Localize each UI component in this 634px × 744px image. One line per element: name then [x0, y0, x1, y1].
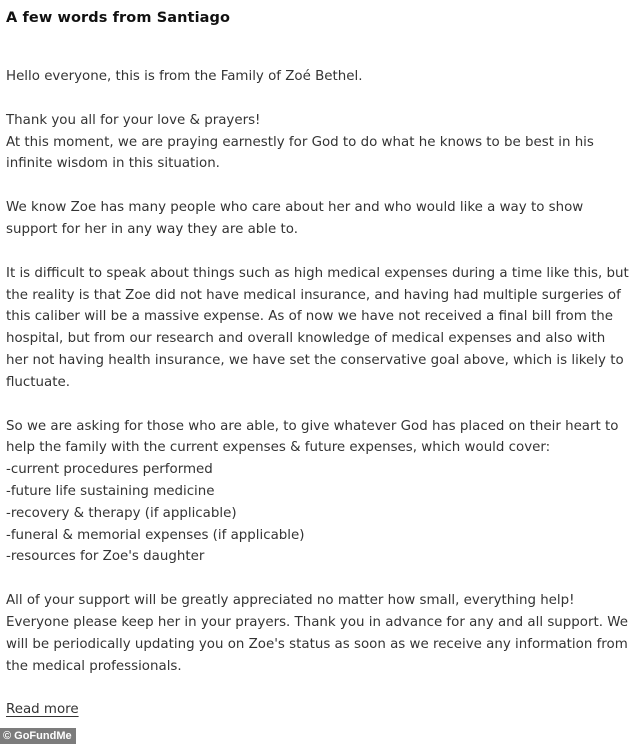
- story-paragraph-greeting: Hello everyone, this is from the Family of Zoé Bethel.: [6, 69, 363, 84]
- story-paragraph-support: We know Zoe has many people who care about her and who would like a way to show support for her in any way they are able to.: [6, 200, 584, 237]
- story-paragraph-thanks: Thank you all for your love & prayers! At this moment, we are praying earnestly for God to do what he knows to be best in his infinite wisdom in this situation.: [6, 112, 594, 172]
- story-title: A few words from Santiago: [6, 10, 231, 26]
- story-paragraph-request: So we are asking for those who are able, to give whatever God has placed on their heart to help the family with the current expenses & future expenses, which would cover: -current procedures performed -future life sustaining medicine -recovery & therapy (if applicable) -funeral & memorial expenses (if applicable) -resources for Zoe's daughter: [6, 418, 619, 565]
- story-paragraph-closing: All of your support will be greatly appreciated no matter how small, everything help! Everyone please keep her in your prayers. Thank you in advance for any and all support. We will be periodically updating you on Zoe's status as soon as we receive any information from the medical professionals.: [6, 593, 628, 674]
- story-paragraph-expenses: It is difficult to speak about things such as high medical expenses during a time like this, but the reality is that Zoe did not have medical insurance, and having had multiple surgeries of this caliber will be a massive expense. As of now we have not received a final bill from the hospital, but from our research and overall knowledge of medical expenses and also with her not having health insurance, we have set the conservative goal above, which is likely to fluctuate.: [6, 265, 629, 390]
- gofundme-watermark: © GoFundMe: [0, 728, 76, 744]
- story-body: [6, 66, 630, 699]
- read-more-link[interactable]: Read more: [6, 702, 79, 717]
